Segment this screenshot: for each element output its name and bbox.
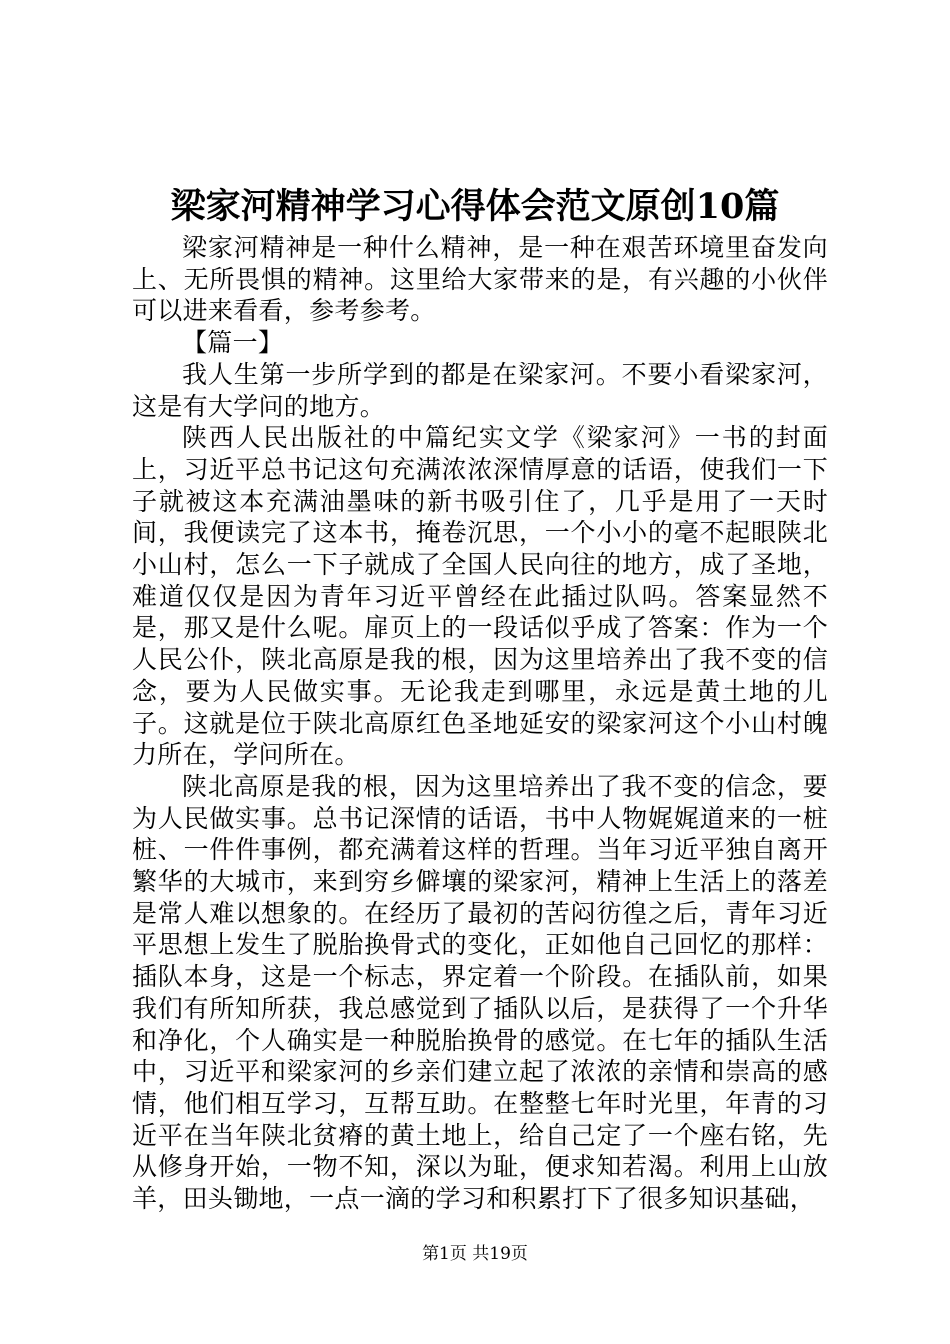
page-number-footer: 第1页 共19页 — [422, 1244, 528, 1264]
body-paragraph: 我人生第一步所学到的都是在梁家河。不要小看梁家河，这是有大学问的地方。 — [132, 359, 828, 421]
body-paragraph: 陕北高原是我的根，因为这里培养出了我不变的信念，要为人民做实事。总书记深情的话语，书中人物娓娓道来的一桩桩、一件件事例，都充满着这样的哲理。当年习近平独自离开繁华的大城市，来到穷乡僻壤的梁家河，精神上生活上的落差是常人难以想象的。在经历了最初的苦闷彷徨之后，青年习近平思想上发生了脱胎换骨式的变化，正如他自己回忆的那样：插队本身，这是一个标志，界定着一个阶段。在插队前，如果我们有所知所获，我总感觉到了插队以后，是获得了一个升华和净化，个人确实是一种脱胎换骨的感觉。在七年的插队生活中，习近平和梁家河的乡亲们建立起了浓浓的亲情和崇高的感情，他们相互学习，互帮互助。在整整七年时光里，年青的习近平在当年陕北贫瘠的黄土地上，给自己定了一个座右铭，先从修身开始，一物不知，深以为耻，便求知若渴。利用上山放羊，田头锄地，一点一滴的学习和积累打下了很多知识基础， — [132, 771, 828, 1214]
document-title: 梁家河精神学习心得体会范文原创10篇 — [170, 186, 780, 227]
body-paragraph: 陕西人民出版社的中篇纪实文学《梁家河》一书的封面上，习近平总书记这句充满浓浓深情厚意的话语，使我们一下子就被这本充满油墨味的新书吸引住了，几乎是用了一天时间，我便读完了这本书，掩卷沉思，一个小小的毫不起眼陕北小山村，怎么一下子就成了全国人民向往的地方，成了圣地，难道仅仅是因为青年习近平曾经在此插过队吗。答案显然不是，那又是什么呢。扉页上的一段话似乎成了答案：作为一个人民公仆，陕北高原是我的根，因为这里培养出了我不变的信念，要为人民做实事。无论我走到哪里，永远是黄土地的儿子。这就是位于陕北高原红色圣地延安的梁家河这个小山村魄力所在，学问所在。 — [132, 423, 828, 770]
intro-paragraph: 梁家河精神是一种什么精神，是一种在艰苦环境里奋发向上、无所畏惧的精神。这里给大家带来的是，有兴趣的小伙伴可以进来看看，参考参考。 — [132, 233, 828, 326]
section-heading: 【篇一】 — [182, 328, 284, 358]
document-body — [132, 232, 828, 1215]
